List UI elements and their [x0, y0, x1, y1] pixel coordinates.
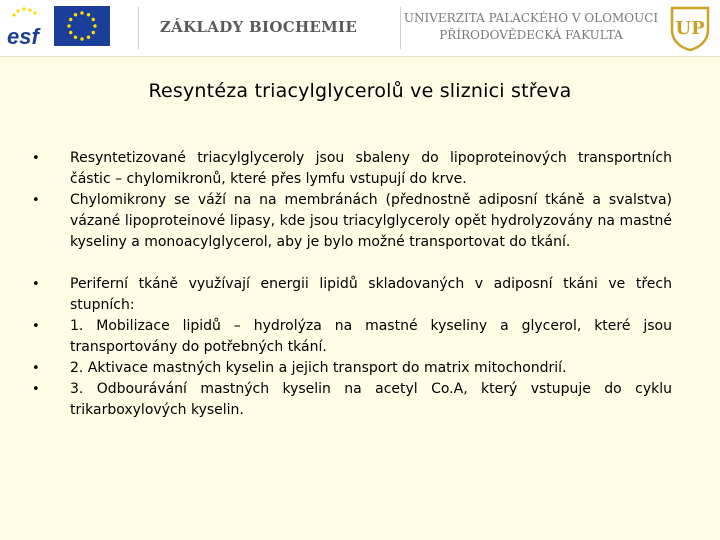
- eu-star-icon: [74, 36, 77, 39]
- bullet-item: • Resyntetizované triacylglyceroly jsou sbaleny do lipoproteinových transportních částic – chylomikronů, které přes lymfu vstupují do krve.: [32, 148, 672, 190]
- eu-star-icon: [87, 13, 90, 16]
- slide-content: [32, 148, 672, 421]
- eu-star-icon: [80, 37, 83, 40]
- eu-star-icon: [92, 31, 95, 34]
- faculty-name: PŘÍRODOVĚDECKÁ FAKULTA: [439, 28, 623, 42]
- eu-star-icon: [74, 13, 77, 16]
- university-logo: [668, 4, 712, 52]
- bullet-item: • Periferní tkáně využívají energii lipidů skladovaných v adiposní tkáni ve třech stupních:: [32, 274, 672, 316]
- header-band: [0, 0, 720, 57]
- eu-star-icon: [69, 18, 72, 21]
- esf-logo: [6, 4, 50, 48]
- header-divider: [138, 7, 139, 49]
- university-logo-text: UP: [675, 18, 705, 39]
- eu-star-icon: [92, 18, 95, 21]
- bullet-item: • 3. Odbourávání mastných kyselin na acetyl Co.A, který vstupuje do cyklu trikarboxylových kyselin.: [32, 379, 672, 421]
- eu-flag-icon: [54, 6, 110, 46]
- course-title: ZÁKLADY BIOCHEMIE: [159, 18, 358, 36]
- eu-star-icon: [93, 24, 96, 27]
- eu-star-icon: [67, 24, 70, 27]
- bullet-item: • 2. Aktivace mastných kyselin a jejich transport do matrix mitochondrií.: [32, 358, 672, 379]
- bullet-item: • 1. Mobilizace lipidů – hydrolýza na mastné kyseliny a glycerol, které jsou transportovány do potřebných tkání.: [32, 316, 672, 358]
- bullet-item: • Chylomikrony se váží na na membránách (přednostně adiposní tkáně a svalstva) vázané lipoproteinové lipasy, kde jsou triacylglyceroly opět hydrolyzovány na mastné kyseliny a monoacylglycerol, aby je bylo možné transportovat do tkání.: [32, 190, 672, 253]
- eu-star-icon: [87, 36, 90, 39]
- eu-star-icon: [69, 31, 72, 34]
- eu-star-icon: [80, 11, 83, 14]
- university-name: UNIVERZITA PALACKÉHO V OLOMOUCI: [403, 11, 659, 25]
- slide-title: Resyntéza triacylglycerolů ve sliznici střeva: [148, 80, 572, 102]
- esf-logo-text: esf: [7, 24, 39, 48]
